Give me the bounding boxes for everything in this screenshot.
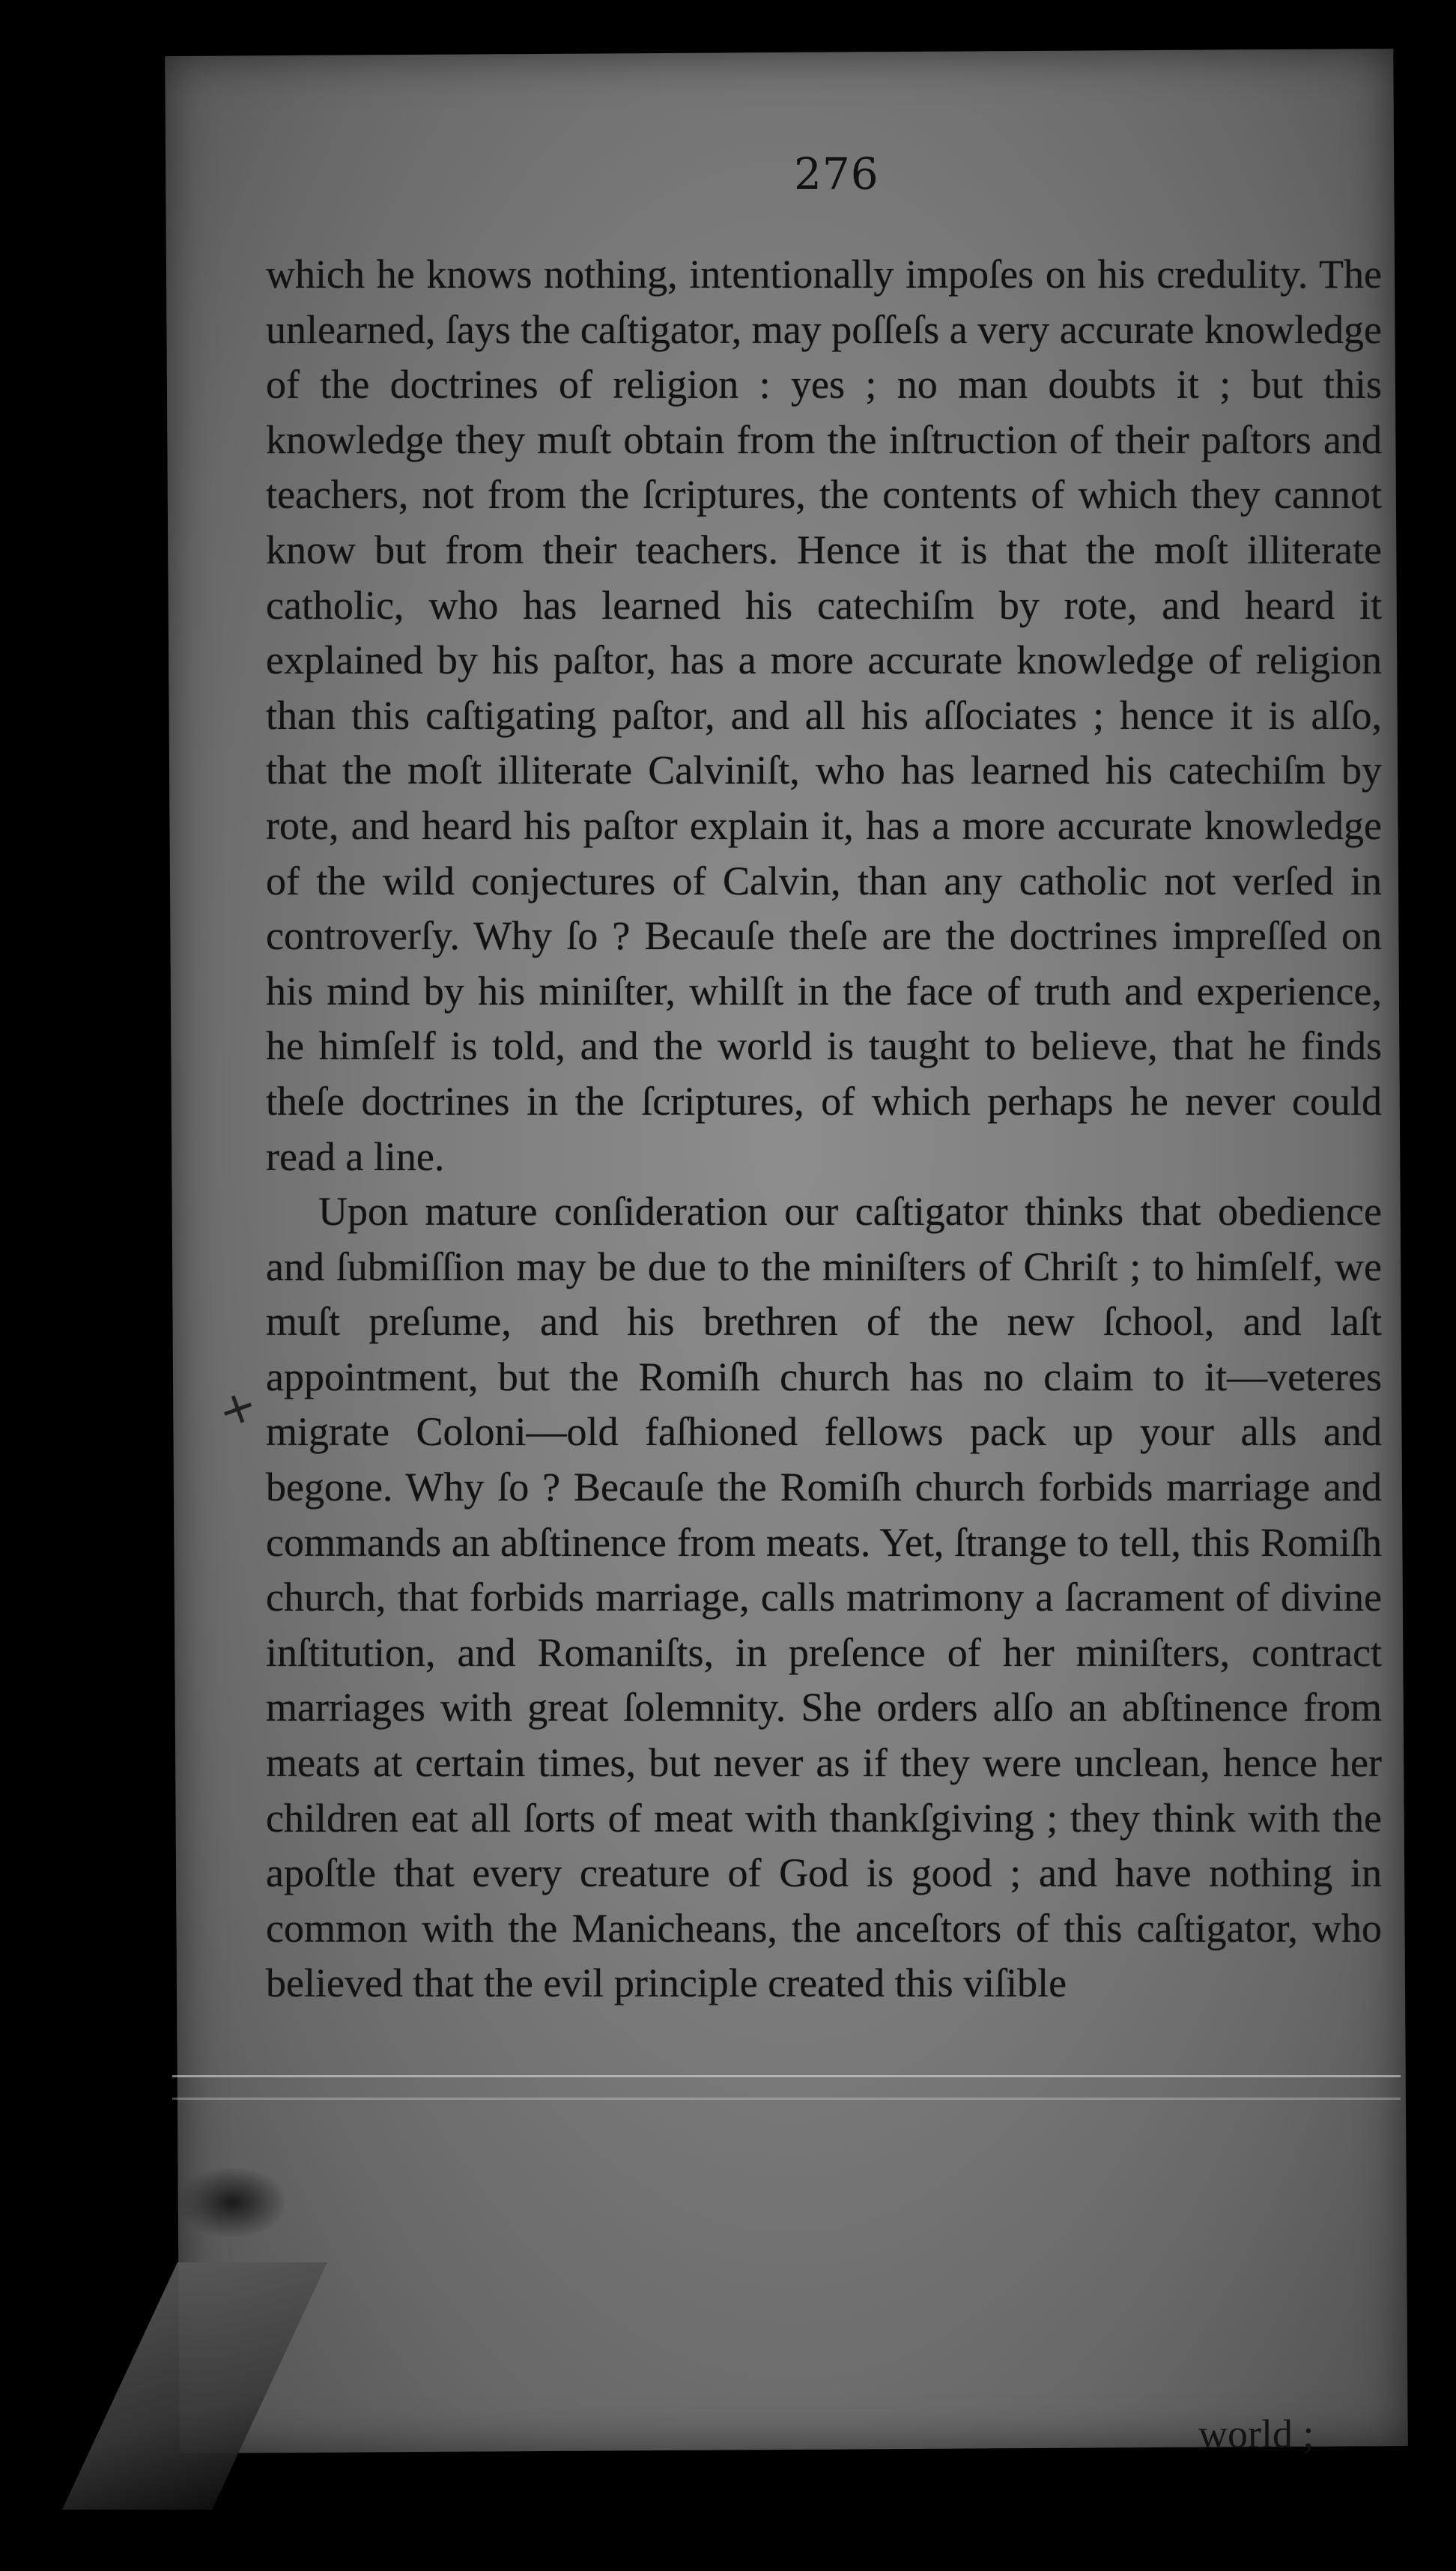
paragraph: Upon mature conſideration our caſtigator thinks that obedience and ſubmiſſion may be due to the miniſters of Chriſt ; to himſelf, we muſt preſume, and his brethren of the new ſchool, and laſt appointment, but the Romiſh church has no claim to it—veteres migrate Coloni—old faſhioned fellows pack up your alls and begone. Why ſo ? Becauſe the Romiſh church forbids marriage and commands an abſtinence from meats. Yet, ſtrange to tell, this Romiſh church, that forbids marriage, calls matrimony a ſacrament of divine inſtitution, and Romaniſts, in preſence of her miniſters, contract marriages with great ſolemnity. She orders alſo an abſtinence from meats at certain times, but never as if they were unclean, hence her children eat all ſorts of meat with thankſgiving ; they think with the apoſtle that every creature of God is good ; and have nothing in common with the Manicheans, the anceſtors of this caſtigator, who believed that the evil principle created this viſible: [266, 1189, 1382, 2006]
page-number: 276: [794, 148, 879, 199]
scan-artifact-line: [172, 2075, 1401, 2077]
margin-mark: +: [210, 1377, 264, 1440]
body-text: [266, 247, 1382, 2011]
paragraph: which he knows nothing, intentionally impoſes on his credulity. The unlearned, ſays the caſtigator, may poſſeſs a very accurate knowledge of the doctrines of religion : yes ; no man doubts it ; but this knowledge they muſt obtain from the inſtruction of their paſtors and teachers, not from the ſcriptures, the contents of which they cannot know but from their teachers. Hence it is that the moſt illiterate catholic, who has learned his catechiſm by rote, and heard it explained by his paſtor, has a more accurate knowledge of religion than this caſtigating paſtor, and all his aſſociates ; hence it is alſo, that the moſt illiterate Calviniſt, who has learned his catechiſm by rote, and heard his paſtor explain it, has a more accurate knowledge of the wild conjectures of Calvin, than any catholic not verſed in controverſy. Why ſo ? Becauſe theſe are the doctrines impreſſed on his mind by his miniſter, whilſt in the face of truth and experience, he himſelf is told, and the world is taught to believe, that he finds theſe doctrines in the ſcriptures, of which perhaps he never could read a line.: [266, 252, 1382, 1179]
catchword: world ;: [1198, 2411, 1314, 2456]
scan-artifact-line: [172, 2098, 1401, 2100]
ink-smudge: [180, 2169, 285, 2236]
